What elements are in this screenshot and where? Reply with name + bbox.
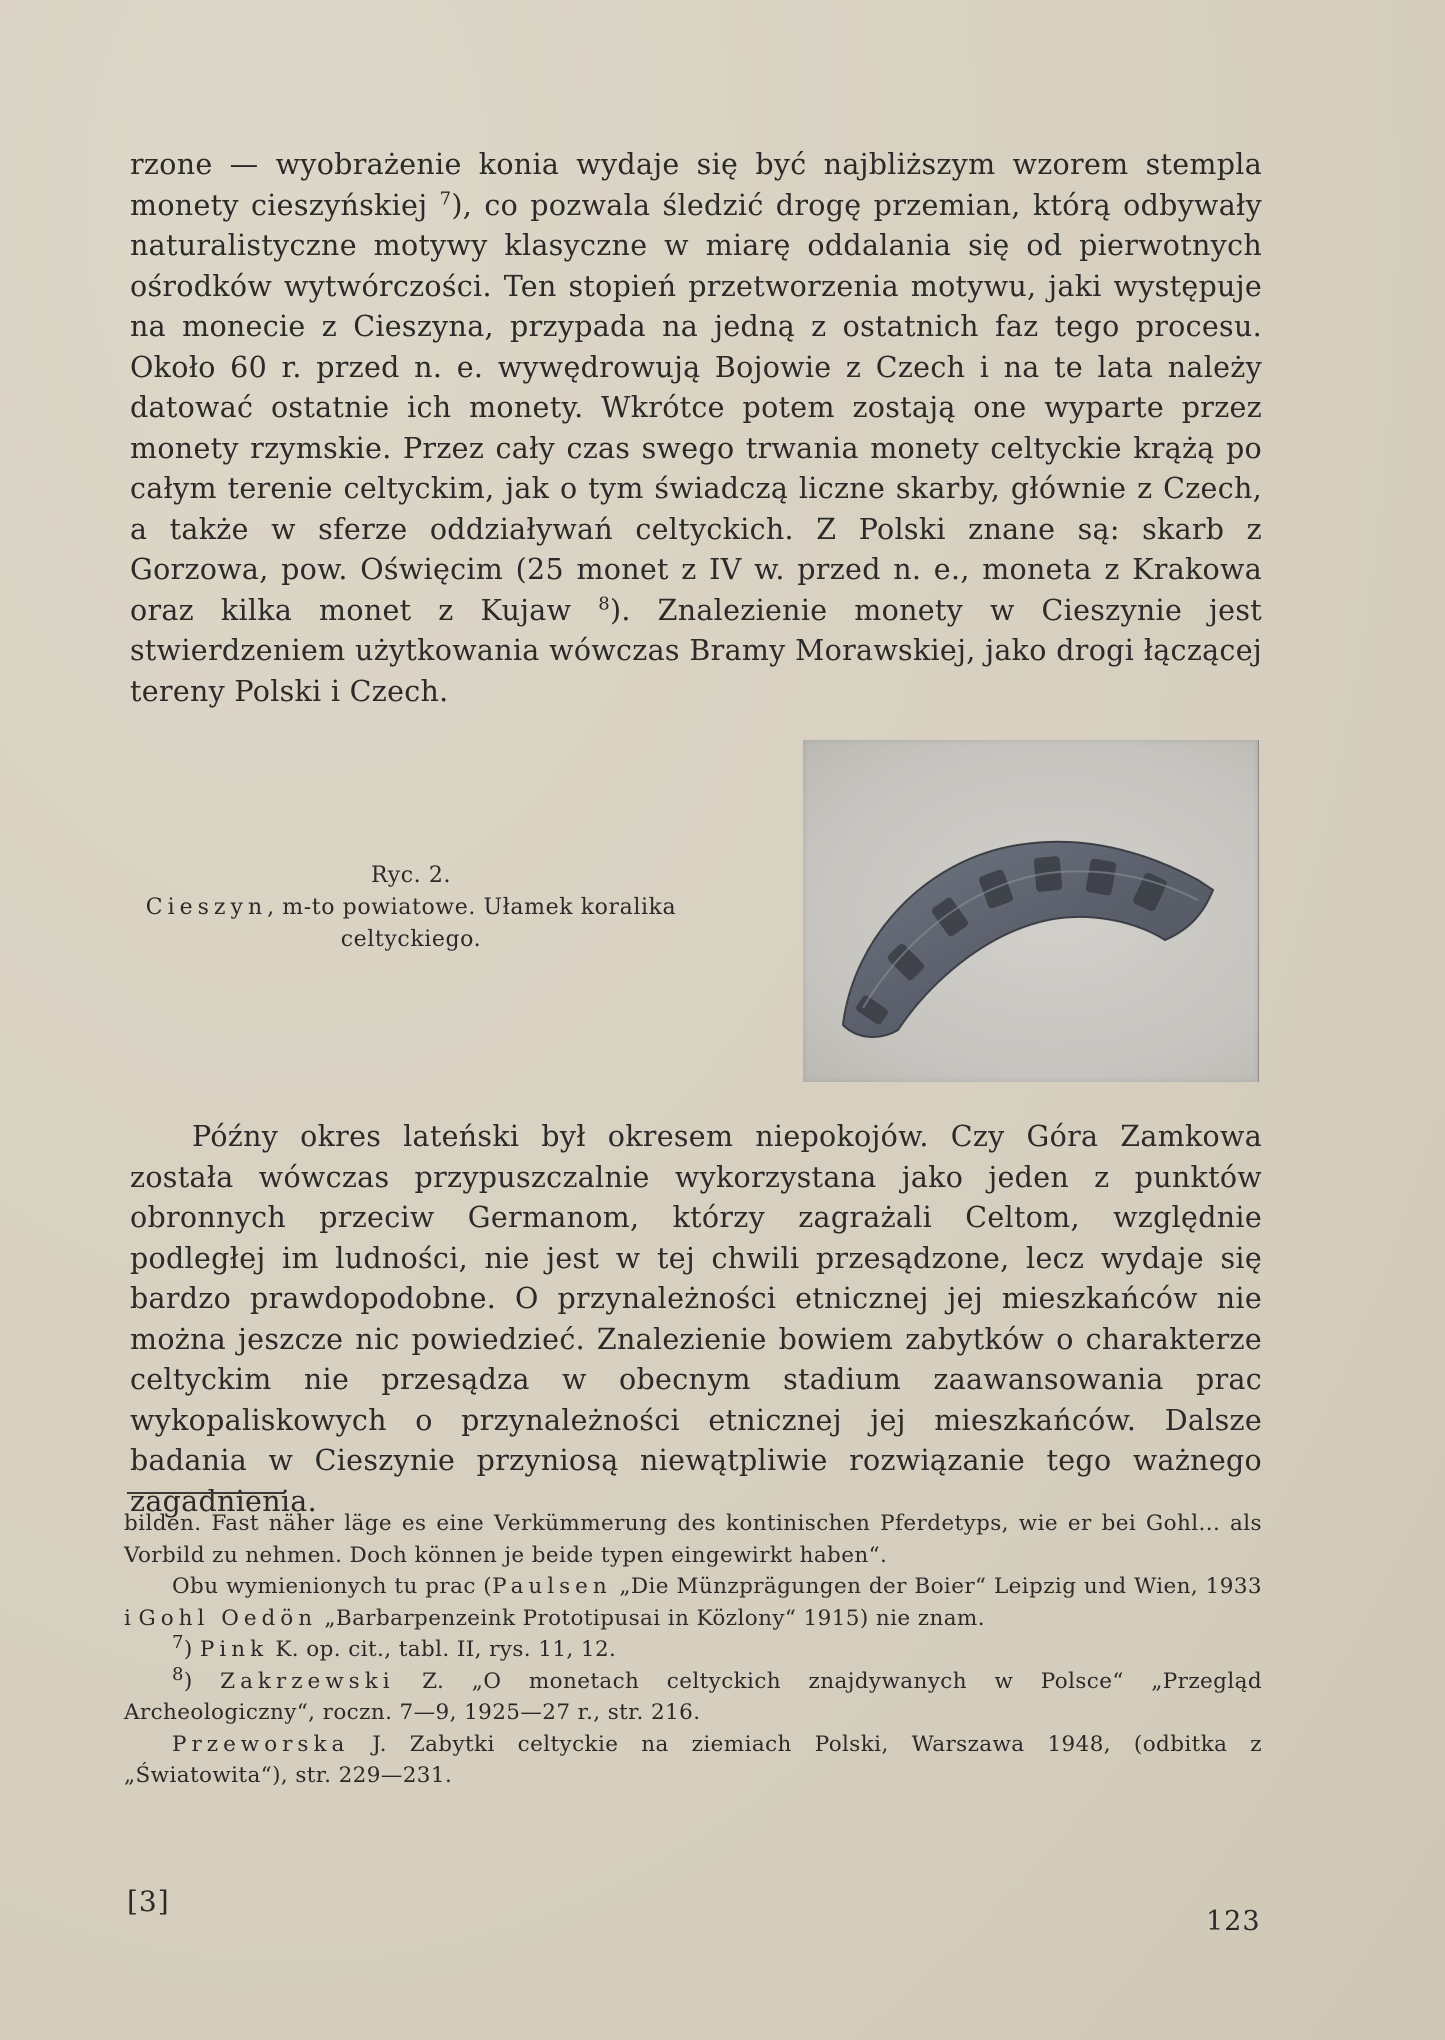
footnote-8b-text: J. Zabytki celtyckie na ziemiach Polski, Warszawa 1948, (odbitka z „Światowita“), str. 229—231. (124, 1731, 1262, 1788)
section-number: [3] (127, 1885, 170, 1918)
footnote-separator (127, 1492, 285, 1494)
footnote-8-author: Zakrzewski (220, 1668, 395, 1694)
figure-place: Cieszyn (145, 895, 268, 920)
bead-fragment-photo (803, 740, 1259, 1082)
paragraph-1-text-b: ), co pozwala śledzić drogę przemian, którą odbywały naturalistyczne motywy klasyczne w miarę oddalania się od pierwotnych ośrodków wytwórczości. Ten stopień przetworzenia motywu, jaki występuje na monecie z Cieszyna, przypada na jedną z ostatnich faz tego procesu. Około 60 r. przed n. e. wywędrowują Bojowie z Czech i na te lata należy datować ostatnie ich monety. Wkrótce potem zostają one wyparte przez monety rzymskie. Przez cały czas swego trwania monety celtyckie krążą po całym terenie celtyckim, jak o tym świadczą liczne skarby, głównie z Czech, a także w sferze oddziaływań celtyckich. Z Polski znane są: skarb z Gorzowa, pow. Oświęcim (25 monet z IV w. przed n. e., moneta z Krakowa oraz kilka monet z Kujaw (130, 188, 1262, 627)
footnote-ref-7: 7 (439, 188, 452, 209)
bead-fragment-image (803, 740, 1258, 1082)
note-a-text-1: Obu wymienionych tu prac ( (172, 1574, 493, 1599)
footnote-8-mark: 8 (172, 1663, 184, 1685)
note-a-text-3: „Barbarpenzeink Prototipusai in Közlony“ 1915) nie znam. (317, 1605, 985, 1631)
figure-description-rest: , m-to powiatowe. Ułamek koralika celtyckiego. (267, 895, 677, 952)
footnotes (124, 1508, 1262, 1792)
bead-body (843, 842, 1213, 1037)
footnote-7: $^7$) Pink K. op. cit., tabl. II, rys. 11, 12. (172, 1631, 617, 1662)
note-a-author-2: Gohl Oedön (138, 1605, 318, 1631)
footnote-8b (124, 1729, 1262, 1792)
body-paragraph-1 (130, 145, 1262, 712)
figure-number: Ryc. 2. (370, 863, 452, 888)
footnote-ref-8: 8 (598, 593, 610, 614)
figure-caption (122, 860, 700, 956)
note-a-author-1: Paulsen (492, 1574, 612, 1599)
footnote-8: $^8$) Zakrzewski Z. „O monetach celtyckich znajdywanych w Polsce“ „Przegląd Archeologiczny“, roczn. 7—9, 1925—27 r., str. 216. (124, 1663, 1262, 1725)
footnote-7-mark: 7 (172, 1631, 184, 1653)
figure-description (122, 892, 700, 956)
footnote-8-text: Z. „O monetach celtyckich znajdywanych w Polsce“ „Przegląd Archeologiczny“, roczn. 7—9, 1925—27 r., str. 216. (124, 1668, 1262, 1725)
footnote-note-a (124, 1571, 1262, 1634)
paragraph-2-text: Późny okres lateński był okresem niepokojów. Czy Góra Zamkowa została wówczas przypuszczalnie wykorzystana jako jeden z punktów obronnych przeciw Germanom, którzy zagrażali Celtom, względnie podległej im ludności, nie jest w tej chwili przesądzone, lecz wydaje się bardzo prawdopodobne. O przynależności etnicznej jej mieszkańców nie można jeszcze nic powiedzieć. Znalezienie bowiem zabytków o charakterze celtyckim nie przesądza w obecnym stadium zaawansowania prac wykopaliskowych o przynależności etnicznej jej mieszkańców. Dalsze badania w Cieszynie przyniosą niewątpliwie rozwiązanie tego ważnego zagadnienia. (130, 1120, 1262, 1518)
body-paragraph-2 (130, 1117, 1262, 1522)
note-a-text-2: „Die Münzprägungen der Boier“ Leipzig und Wien, 1933 i (124, 1574, 1262, 1631)
paragraph-1-text-a: rzone — wyobrażenie konia wydaje się być najbliższym wzorem stempla monety cieszyńskiej (130, 148, 1262, 222)
footnote-7-author: Pink (199, 1637, 269, 1662)
footnote-continuation: bilden. Fast näher läge es eine Verkümmerung des kontinischen Pferdetyps, wie er bei Gohl... als Vorbild zu nehmen. Doch können je beide typen eingewirkt haben“. (124, 1511, 1262, 1568)
page-number: 123 (1206, 1906, 1261, 1937)
paragraph-1-text-c: ). Znalezienie monety w Cieszynie jest stwierdzeniem użytkowania wówczas Bramy Morawskiej, jako drogi łączącej tereny Polski i Czech. (130, 593, 1263, 708)
footnote-8b-author: Przeworska (172, 1731, 350, 1757)
footnote-7-text: K. op. cit., tabl. II, rys. 11, 12. (268, 1637, 617, 1662)
